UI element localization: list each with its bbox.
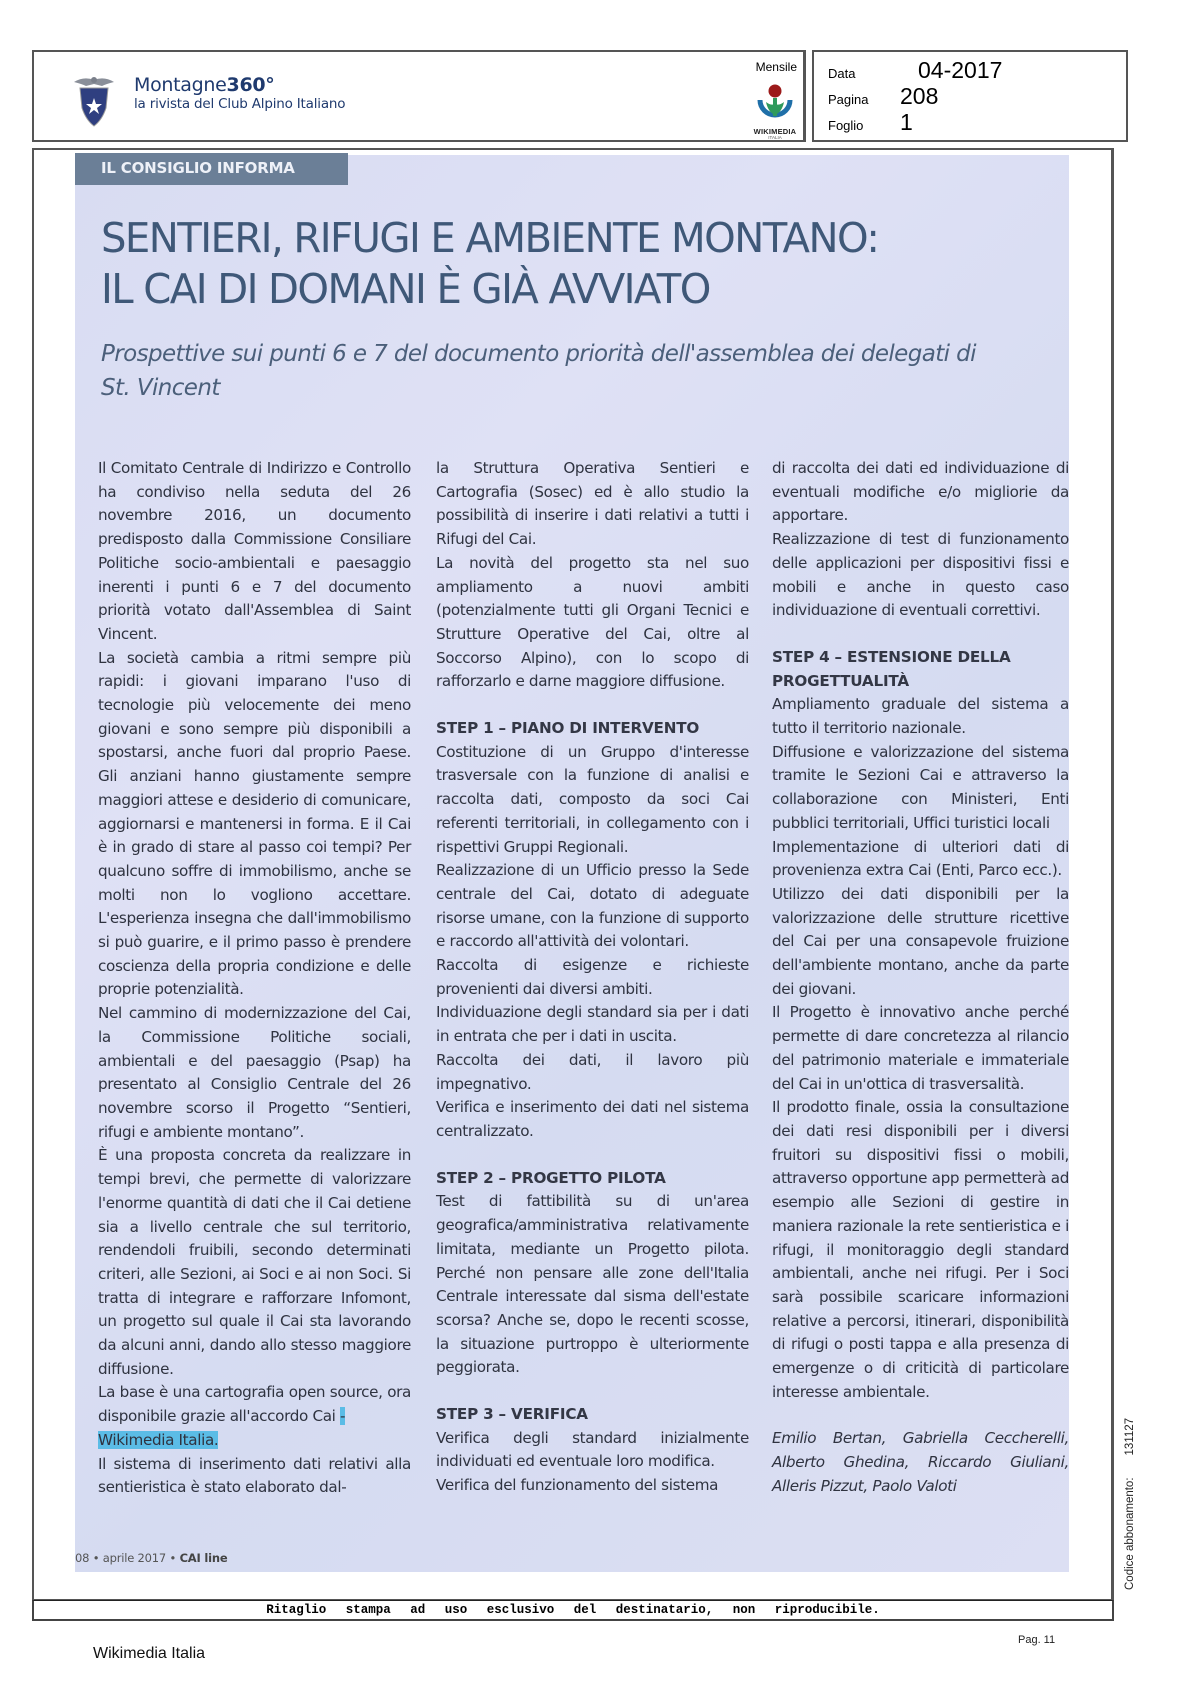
subscription-value: 131127 (1124, 1417, 1136, 1456)
subscription-code (1124, 1418, 1136, 1590)
folio-date: aprile 2017 (102, 1551, 167, 1565)
publication-subtitle: la rivista del Club Alpino Italiano (134, 96, 346, 112)
article-subtitle: Prospettive sui punti 6 e 7 del documento priorità dell'assemblea dei delegati di St. Vincent (101, 341, 976, 401)
highlighted-wikimedia-mention: Wikimedia Italia. (98, 1430, 219, 1449)
step-3-heading: STEP 3 – VERIFICA (436, 1405, 588, 1424)
footer-page-number: Pag. 11 (1018, 1634, 1056, 1646)
subscription-label: Codice abbonamento: (1124, 1477, 1136, 1590)
step-1-item: Raccolta di esigenze e richieste provenienti dai diversi ambiti. (436, 956, 749, 998)
wikimedia-logo-icon (754, 82, 796, 126)
sheet-label: Foglio (828, 118, 864, 133)
wikimedia-sub: ITALIA (768, 135, 782, 140)
article-column-3 (772, 457, 1069, 1499)
article-scan (75, 155, 1069, 1572)
clipping-notice: Ritaglio stampa ad uso esclusivo del destinatario, non riproducibile. (32, 1600, 1114, 1621)
folio-column: CAI line (179, 1551, 228, 1565)
step-4-item: Utilizzo dei dati disponibili per la valorizzazione delle strutture ricettive del Cai per una consapevole fruizione dell'ambiente montano, anche da parte dei giovani. (772, 884, 1069, 998)
date-label: Data (828, 66, 856, 81)
publication-brand (134, 74, 345, 112)
cai-eagle-shield-logo-icon (72, 74, 116, 128)
footer-client: Wikimedia Italia (93, 1645, 206, 1662)
title-line-2: IL CAI DI DOMANI È GIÀ AVVIATO (101, 265, 710, 313)
meta-page (828, 84, 938, 108)
paragraph: La base è una cartografia open source, ora disponibile grazie all'accordo Cai - Wikimedia Italia. (98, 1383, 411, 1449)
paragraph: È una proposta concreta da realizzare in tempi brevi, che permette di valorizzare l'enorme quantità di dati che il Cai detiene sia a livello centrale che sul territorio, rendendoli fruibili, secondo determinati criteri, alle Sezioni, ai Soci e ai non Soci. Si tratta di integrare e rafforzare Infomont, un progetto sul quale il Cai sta lavorando da alcuni anni, dando allo stesso maggiore diffusione. (98, 1146, 411, 1378)
folio-separator: • (169, 1551, 177, 1565)
date-value: 04-2017 (918, 57, 1003, 83)
article-column-2 (436, 457, 749, 1498)
step-1-item: Raccolta dei dati, il lavoro più impegnativo. (436, 1050, 749, 1093)
step-3-item: Verifica degli standard inizialmente individuati ed eventuale loro modifica. (436, 1428, 749, 1471)
frequency-label: Mensile (755, 60, 797, 74)
wikimedia-italia-logo (754, 82, 796, 138)
step-2-heading: STEP 2 – PROGETTO PILOTA (436, 1168, 666, 1187)
title-line-1: SENTIERI, RIFUGI E AMBIENTE MONTANO: (101, 214, 879, 262)
step-1-item: Individuazione degli standard sia per i dati in entrata che per i dati in uscita. (436, 1003, 749, 1046)
meta-date (828, 58, 1002, 82)
folio-separator: • (92, 1551, 100, 1565)
paragraph: Nel cammino di modernizzazione del Cai, la Commissione Politiche sociali, ambientali e del paesaggio (Psap) ha presentato al Consiglio Centrale del 26 novembre scorso il Progetto “Sentieri, rifugi e ambiente montano”. (98, 1004, 411, 1141)
step-1-item: Verifica e inserimento dei dati nel sistema centralizzato. (436, 1098, 749, 1140)
section-label: IL CONSIGLIO INFORMA (75, 153, 348, 185)
article-column-1 (98, 457, 411, 1500)
step-4-item: Il Progetto è innovativo anche perché permette di dare concretezza al rilancio del patrimonio materiale e immateriale del Cai in un'ottica di trasversalità. (772, 1003, 1069, 1093)
clipping-metadata (812, 50, 1128, 142)
paragraph: La novità del progetto sta nel suo ampliamento a nuovi ambiti (potenzialmente tutti gli Organi Tecnici e Strutture Operative del Cai, oltre al Soccorso Alpino), con lo scopo di rafforzarlo e darne maggiore diffusione. (436, 553, 749, 691)
step-4-item: Implementazione di ulteriori dati di provenienza extra Cai (Enti, Parco ecc.). (772, 837, 1069, 880)
clipping-header (32, 50, 806, 142)
step-1-item: Costituzione di un Gruppo d'interesse trasversale con la funzione di analisi e raccolta dati, composto da soci Cai referenti territoriali, in collegamento con i rispettivi Gruppi Regionali. (436, 742, 749, 856)
step-4-item: Ampliamento graduale del sistema a tutto il territorio nazionale. (772, 695, 1069, 738)
paragraph: Realizzazione di test di funzionamento delle applicazioni per dispositivi fissi e mobili e anche in questo caso individuazione di eventuali correttivi. (772, 530, 1069, 620)
step-1-item: Realizzazione di un Ufficio presso la Sede centrale del Cai, dotato di adeguate risorse umane, con la funzione di supporto e raccordo all'attività dei volontari. (436, 861, 749, 951)
article-authors: Emilio Bertan, Gabriella Ceccherelli, Alberto Ghedina, Riccardo Giuliani, Alleris Pizzut, Paolo Valoti (772, 1429, 1069, 1495)
paragraph: la Struttura Operativa Sentieri e Cartografia (Sosec) ed è allo studio la possibilità di inserire i dati relativi a tutti i Rifugi del Cai. (436, 459, 749, 549)
highlight-dash: - (340, 1407, 346, 1426)
folio-page: 08 (75, 1551, 90, 1565)
article-title (101, 213, 1042, 315)
step-1-heading: STEP 1 – PIANO DI INTERVENTO (436, 719, 700, 738)
step-4-item: Diffusione e valorizzazione del sistema tramite le Sezioni Cai e attraverso la collaborazione con Ministeri, Enti pubblici territoriali, Uffici turistici locali (772, 742, 1069, 832)
step-4-heading: STEP 4 – ESTENSIONE DELLA PROGETTUALITÀ (772, 647, 1011, 690)
paragraph: Il Comitato Centrale di Indirizzo e Controllo ha condiviso nella seduta del 26 novembre 2016, un documento predisposto dalla Commissione Consiliare Politiche socio-ambientali e paesaggio inerenti i punti 6 e 7 del documento priorità votato dall'Assemblea di Saint Vincent. (98, 459, 411, 643)
step-3-item: Verifica del funzionamento del sistema (436, 1476, 719, 1495)
paragraph: di raccolta dei dati ed individuazione di eventuali modifiche e/o migliorie da apportare. (772, 459, 1069, 525)
magazine-folio (75, 1551, 227, 1565)
step-4-item: Il prodotto finale, ossia la consultazione dei dati resi disponibili per i diversi fruitori su dispositivi fissi o mobili, attraverso opportune app permetterà ad esempio alle Sezioni di gestire in maniera razionale la rete sentieristica e i rifugi, il monitoraggio degli standard ambientali, anche nei rifugi. Per i Soci sarà possibile scaricare informazioni relative a percorsi, itinerari, disponibilità di rifugi o posti tappa e alla presenza di emergenze o di criticità di particolare interesse ambientale. (772, 1098, 1069, 1401)
page-value: 208 (900, 83, 939, 109)
paragraph: Il sistema di inserimento dati relativi alla sentieristica è stato elaborato dal- (98, 1454, 411, 1497)
wikimedia-wordmark: WIKIMEDIA (753, 127, 797, 136)
paragraph: La società cambia a ritmi sempre più rapidi: i giovani imparano l'uso di tecnologie più velocemente dei meno giovani e sono sempre più disponibili a spostarsi, anche fuori dal proprio Paese. Gli anziani hanno giustamente sempre maggiori attese e desiderio di comunicare, aggiornarsi e mantenersi in forma. E il Cai è in grado di stare al passo coi tempi? Per qualcuno soffre di immobilismo, anche se molti non lo vogliono accettare. L'esperienza insegna che dall'immobilismo si può guarire, e il primo passo è prendere coscienza della propria condizione e delle proprie potenzialità. (98, 648, 411, 999)
sheet-value: 1 (900, 109, 913, 135)
meta-sheet (828, 110, 913, 134)
page-label: Pagina (828, 92, 869, 107)
step-2-text: Test di fattibilità su di un'area geografica/amministrativa relativamente limitata, mediante un Progetto pilota. Perché non pensare alle zone dell'Italia Centrale interessate dal sisma dell'estate scorsa? Anche se, dopo le recenti scosse, la situazione purtroppo è ulteriormente peggiorata. (436, 1192, 749, 1377)
publication-name: Montagne360° (134, 74, 275, 96)
